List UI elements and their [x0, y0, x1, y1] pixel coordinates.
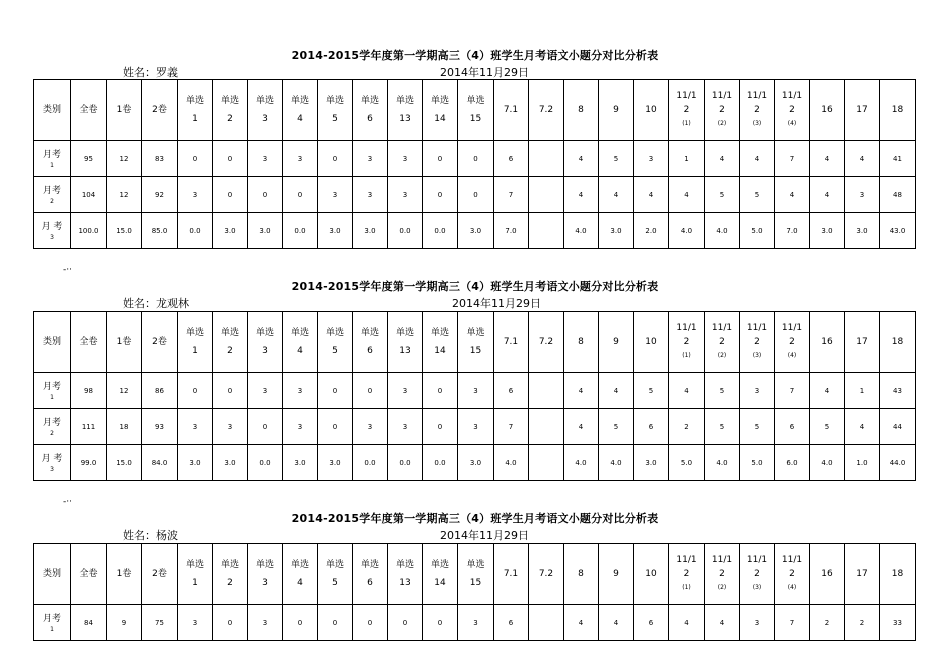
- score-cell: 6: [494, 373, 529, 409]
- col-header-q16: 16: [810, 544, 845, 605]
- score-cell: 4: [564, 605, 599, 641]
- score-cell: 0.0: [423, 213, 458, 249]
- col-header-paper1: 1卷: [107, 80, 142, 141]
- score-cell: 4.0: [599, 445, 634, 481]
- col-header-q11-1: 11/1 2 (1): [669, 544, 705, 605]
- score-cell: 0: [353, 373, 388, 409]
- score-cell: 3: [388, 373, 423, 409]
- score-cell: 12: [107, 141, 142, 177]
- score-cell: 4: [564, 141, 599, 177]
- score-cell: 3: [740, 605, 775, 641]
- col-header-q16: 16: [810, 80, 845, 141]
- score-table: [33, 311, 916, 481]
- student-name-field: 姓名：龙观林: [123, 297, 189, 310]
- score-cell: 0.0: [388, 445, 423, 481]
- score-cell: 3: [845, 177, 880, 213]
- col-header-single-15: 单选 15: [458, 80, 494, 141]
- header-row: [34, 312, 916, 373]
- col-header-q11-3: 11/1 2 (3): [740, 312, 775, 373]
- score-cell: 0: [318, 141, 353, 177]
- score-cell: 7: [775, 373, 810, 409]
- col-header-total: 全卷: [71, 312, 107, 373]
- exam-date: 2014年11月29日: [440, 66, 529, 79]
- col-header-single-15: 单选 15: [458, 312, 494, 373]
- score-cell: 3: [283, 409, 318, 445]
- col-header-single-13: 单选 13: [388, 80, 423, 141]
- score-cell: 3.0: [458, 213, 494, 249]
- score-cell: 0: [423, 409, 458, 445]
- score-cell: 0.0: [353, 445, 388, 481]
- score-cell: 0: [178, 141, 213, 177]
- col-header-q10: 10: [634, 312, 669, 373]
- col-header-single-14: 单选 14: [423, 80, 458, 141]
- score-cell: 4: [669, 605, 705, 641]
- score-cell: 0: [388, 605, 423, 641]
- score-cell: 4: [705, 141, 740, 177]
- row-label: 月考 1: [34, 141, 71, 177]
- student-name: 罗義: [156, 66, 178, 79]
- col-header-q10: 10: [634, 80, 669, 141]
- score-cell: 84: [71, 605, 107, 641]
- score-cell: 0: [213, 373, 248, 409]
- score-cell: 85.0: [142, 213, 178, 249]
- row-label: 月 考 3: [34, 445, 71, 481]
- row-label: 月考 2: [34, 177, 71, 213]
- col-header-q11-2: 11/1 2 (2): [705, 312, 740, 373]
- score-cell: 3.0: [810, 213, 845, 249]
- score-cell: 0: [458, 177, 494, 213]
- score-cell: 3.0: [283, 445, 318, 481]
- col-header-q9: 9: [599, 80, 634, 141]
- score-cell: 4.0: [564, 445, 599, 481]
- score-cell: 4: [810, 177, 845, 213]
- score-cell: [529, 409, 564, 445]
- col-header-single-6: 单选 6: [353, 80, 388, 141]
- score-cell: 43: [880, 373, 916, 409]
- col-header-q11-3: 11/1 2 (3): [740, 80, 775, 141]
- score-cell: 0: [423, 373, 458, 409]
- col-header-single-2: 单选 2: [213, 544, 248, 605]
- score-cell: 7: [494, 177, 529, 213]
- score-cell: 6: [634, 409, 669, 445]
- score-cell: 4.0: [494, 445, 529, 481]
- row-label: 月考 1: [34, 373, 71, 409]
- score-cell: 7: [775, 141, 810, 177]
- score-cell: 4: [599, 177, 634, 213]
- score-cell: 86: [142, 373, 178, 409]
- score-cell: 41: [880, 141, 916, 177]
- score-cell: 100.0: [71, 213, 107, 249]
- col-header-q17: 17: [845, 312, 880, 373]
- score-cell: 0: [213, 177, 248, 213]
- col-header-paper1: 1卷: [107, 312, 142, 373]
- col-header-total: 全卷: [71, 544, 107, 605]
- section-divider-mark: -··: [63, 497, 72, 507]
- table-row: [34, 177, 916, 213]
- col-header-q11-1: 11/1 2 (1): [669, 312, 705, 373]
- score-cell: 18: [107, 409, 142, 445]
- score-cell: 0.0: [283, 213, 318, 249]
- score-cell: 3.0: [318, 213, 353, 249]
- score-cell: 3.0: [634, 445, 669, 481]
- score-cell: 5: [599, 141, 634, 177]
- score-cell: 6: [494, 141, 529, 177]
- col-header-q7-1: 7.1: [494, 312, 529, 373]
- score-cell: 3.0: [458, 445, 494, 481]
- score-cell: 4: [810, 141, 845, 177]
- score-cell: 0: [423, 177, 458, 213]
- col-header-q10: 10: [634, 544, 669, 605]
- score-cell: 5: [705, 177, 740, 213]
- col-header-single-5: 单选 5: [318, 544, 353, 605]
- col-header-q9: 9: [599, 544, 634, 605]
- score-cell: 111: [71, 409, 107, 445]
- col-header-single-4: 单选 4: [283, 312, 318, 373]
- score-cell: 2: [810, 605, 845, 641]
- score-cell: 92: [142, 177, 178, 213]
- score-cell: 0: [318, 605, 353, 641]
- col-header-q16: 16: [810, 312, 845, 373]
- score-cell: 44.0: [880, 445, 916, 481]
- score-cell: 0: [283, 605, 318, 641]
- col-header-q17: 17: [845, 80, 880, 141]
- score-cell: 4: [599, 605, 634, 641]
- score-cell: 3: [458, 605, 494, 641]
- score-cell: 3.0: [318, 445, 353, 481]
- score-cell: 44: [880, 409, 916, 445]
- score-cell: 15.0: [107, 213, 142, 249]
- score-cell: [529, 213, 564, 249]
- score-cell: 0: [318, 409, 353, 445]
- col-header-q11-4: 11/1 2 (4): [775, 544, 810, 605]
- score-cell: 15.0: [107, 445, 142, 481]
- col-header-paper2: 2卷: [142, 544, 178, 605]
- score-cell: 0: [283, 177, 318, 213]
- score-cell: 3: [318, 177, 353, 213]
- col-header-single-1: 单选 1: [178, 312, 213, 373]
- col-header-q17: 17: [845, 544, 880, 605]
- col-header-q7-1: 7.1: [494, 544, 529, 605]
- score-cell: 3: [740, 373, 775, 409]
- col-header-single-4: 单选 4: [283, 544, 318, 605]
- col-header-q11-3: 11/1 2 (3): [740, 544, 775, 605]
- score-cell: [529, 373, 564, 409]
- score-cell: 0: [353, 605, 388, 641]
- score-cell: 3: [178, 409, 213, 445]
- score-cell: 12: [107, 373, 142, 409]
- score-cell: 3.0: [599, 213, 634, 249]
- table-title: 2014-2015学年度第一学期高三（4）班学生月考语文小题分对比分析表: [291, 49, 659, 62]
- table-row: [34, 409, 916, 445]
- score-cell: 0: [213, 141, 248, 177]
- table-title: 2014-2015学年度第一学期高三（4）班学生月考语文小题分对比分析表: [291, 280, 659, 293]
- col-header-single-2: 单选 2: [213, 312, 248, 373]
- col-header-single-4: 单选 4: [283, 80, 318, 141]
- score-table: [33, 79, 916, 249]
- student-name-field: 姓名：罗義: [123, 66, 178, 79]
- score-cell: 5: [634, 373, 669, 409]
- score-cell: 4: [845, 409, 880, 445]
- score-cell: 0: [458, 141, 494, 177]
- student-name: 杨波: [156, 529, 178, 542]
- score-cell: 1: [845, 373, 880, 409]
- score-cell: 4: [564, 373, 599, 409]
- col-header-q11-2: 11/1 2 (2): [705, 80, 740, 141]
- col-header-q7-1: 7.1: [494, 80, 529, 141]
- score-cell: 3.0: [248, 213, 283, 249]
- score-cell: 5: [705, 373, 740, 409]
- score-cell: 4.0: [564, 213, 599, 249]
- score-cell: 0: [318, 373, 353, 409]
- score-cell: 3: [178, 605, 213, 641]
- score-cell: 7.0: [775, 213, 810, 249]
- score-table: [33, 543, 916, 641]
- col-header-q7-2: 7.2: [529, 312, 564, 373]
- col-header-single-6: 单选 6: [353, 544, 388, 605]
- score-cell: 84.0: [142, 445, 178, 481]
- score-cell: 3: [458, 409, 494, 445]
- score-cell: 5: [705, 409, 740, 445]
- score-cell: 7: [775, 605, 810, 641]
- table-row: [34, 373, 916, 409]
- score-cell: 3.0: [178, 445, 213, 481]
- score-cell: 0.0: [423, 445, 458, 481]
- score-cell: 3: [353, 141, 388, 177]
- col-header-paper1: 1卷: [107, 544, 142, 605]
- col-header-q11-1: 11/1 2 (1): [669, 80, 705, 141]
- col-header-q8: 8: [564, 312, 599, 373]
- score-cell: 0: [248, 177, 283, 213]
- score-cell: 3: [634, 141, 669, 177]
- score-cell: 104: [71, 177, 107, 213]
- score-cell: 5.0: [740, 213, 775, 249]
- score-cell: 5: [740, 409, 775, 445]
- col-header-q18: 18: [880, 80, 916, 141]
- score-cell: 4: [669, 373, 705, 409]
- exam-date: 2014年11月29日: [440, 529, 529, 542]
- score-cell: 4.0: [705, 213, 740, 249]
- score-cell: 98: [71, 373, 107, 409]
- score-cell: 4: [740, 141, 775, 177]
- score-cell: 3: [248, 373, 283, 409]
- score-cell: 12: [107, 177, 142, 213]
- table-row: [34, 445, 916, 481]
- score-cell: 4: [810, 373, 845, 409]
- score-cell: 4: [634, 177, 669, 213]
- score-cell: 3: [353, 177, 388, 213]
- row-label: 月 考 3: [34, 213, 71, 249]
- score-cell: 4: [845, 141, 880, 177]
- student-name: 龙观林: [156, 297, 189, 310]
- score-cell: 3: [353, 409, 388, 445]
- col-header-single-6: 单选 6: [353, 312, 388, 373]
- score-cell: 9: [107, 605, 142, 641]
- score-cell: 2: [669, 409, 705, 445]
- score-cell: 1: [669, 141, 705, 177]
- exam-date: 2014年11月29日: [452, 297, 541, 310]
- score-cell: 95: [71, 141, 107, 177]
- score-cell: 7: [494, 409, 529, 445]
- score-cell: 7.0: [494, 213, 529, 249]
- col-header-single-5: 单选 5: [318, 312, 353, 373]
- score-cell: 0: [213, 605, 248, 641]
- score-cell: 3: [283, 373, 318, 409]
- col-header-q8: 8: [564, 80, 599, 141]
- score-cell: 4: [775, 177, 810, 213]
- score-cell: 4: [564, 177, 599, 213]
- row-label: 月考 2: [34, 409, 71, 445]
- table-row: [34, 605, 916, 641]
- score-cell: [529, 605, 564, 641]
- col-header-single-3: 单选 3: [248, 312, 283, 373]
- score-cell: 3: [213, 409, 248, 445]
- col-header-paper2: 2卷: [142, 312, 178, 373]
- score-cell: 6: [494, 605, 529, 641]
- col-header-single-1: 单选 1: [178, 80, 213, 141]
- score-cell: 3.0: [845, 213, 880, 249]
- score-cell: 6: [634, 605, 669, 641]
- score-cell: 4.0: [705, 445, 740, 481]
- col-header-q18: 18: [880, 312, 916, 373]
- score-cell: 0: [178, 373, 213, 409]
- score-cell: 3: [178, 177, 213, 213]
- col-header-category: 类别: [34, 544, 71, 605]
- score-cell: 5: [599, 409, 634, 445]
- col-header-single-1: 单选 1: [178, 544, 213, 605]
- score-cell: 3.0: [353, 213, 388, 249]
- score-cell: 0: [248, 409, 283, 445]
- col-header-category: 类别: [34, 80, 71, 141]
- score-cell: 4: [705, 605, 740, 641]
- score-cell: 2.0: [634, 213, 669, 249]
- col-header-single-5: 单选 5: [318, 80, 353, 141]
- score-cell: 0: [423, 605, 458, 641]
- score-cell: 3: [388, 141, 423, 177]
- score-cell: [529, 445, 564, 481]
- col-header-total: 全卷: [71, 80, 107, 141]
- score-cell: 2: [845, 605, 880, 641]
- col-header-q11-4: 11/1 2 (4): [775, 80, 810, 141]
- score-cell: 0.0: [178, 213, 213, 249]
- score-cell: 3: [458, 373, 494, 409]
- score-cell: 3: [248, 141, 283, 177]
- score-cell: 5: [810, 409, 845, 445]
- col-header-single-3: 单选 3: [248, 544, 283, 605]
- student-name-field: 姓名：杨波: [123, 529, 178, 542]
- table-row: [34, 141, 916, 177]
- col-header-single-14: 单选 14: [423, 544, 458, 605]
- col-header-q7-2: 7.2: [529, 80, 564, 141]
- score-cell: 3: [388, 409, 423, 445]
- score-cell: 0.0: [248, 445, 283, 481]
- col-header-q7-2: 7.2: [529, 544, 564, 605]
- table-row: [34, 213, 916, 249]
- score-cell: 4.0: [810, 445, 845, 481]
- score-cell: 75: [142, 605, 178, 641]
- col-header-paper2: 2卷: [142, 80, 178, 141]
- col-header-single-2: 单选 2: [213, 80, 248, 141]
- score-cell: 1.0: [845, 445, 880, 481]
- col-header-single-14: 单选 14: [423, 312, 458, 373]
- score-cell: 4: [564, 409, 599, 445]
- header-row: [34, 544, 916, 605]
- score-cell: 3: [248, 605, 283, 641]
- score-cell: 3: [388, 177, 423, 213]
- col-header-q8: 8: [564, 544, 599, 605]
- col-header-single-3: 单选 3: [248, 80, 283, 141]
- col-header-single-13: 单选 13: [388, 544, 423, 605]
- score-cell: 3.0: [213, 445, 248, 481]
- score-cell: 3.0: [213, 213, 248, 249]
- score-cell: 0: [423, 141, 458, 177]
- score-cell: 48: [880, 177, 916, 213]
- header-row: [34, 80, 916, 141]
- col-header-single-13: 单选 13: [388, 312, 423, 373]
- table-title: 2014-2015学年度第一学期高三（4）班学生月考语文小题分对比分析表: [291, 512, 659, 525]
- col-header-single-15: 单选 15: [458, 544, 494, 605]
- score-cell: 4: [669, 177, 705, 213]
- score-cell: 83: [142, 141, 178, 177]
- col-header-q9: 9: [599, 312, 634, 373]
- score-cell: 99.0: [71, 445, 107, 481]
- col-header-q11-2: 11/1 2 (2): [705, 544, 740, 605]
- score-cell: [529, 141, 564, 177]
- score-cell: 5.0: [669, 445, 705, 481]
- score-cell: 93: [142, 409, 178, 445]
- col-header-category: 类别: [34, 312, 71, 373]
- score-cell: 4: [599, 373, 634, 409]
- col-header-q18: 18: [880, 544, 916, 605]
- score-cell: 43.0: [880, 213, 916, 249]
- score-cell: 5: [740, 177, 775, 213]
- score-cell: 0.0: [388, 213, 423, 249]
- score-cell: 4.0: [669, 213, 705, 249]
- score-cell: [529, 177, 564, 213]
- score-cell: 6.0: [775, 445, 810, 481]
- col-header-q11-4: 11/1 2 (4): [775, 312, 810, 373]
- score-cell: 3: [283, 141, 318, 177]
- score-cell: 5.0: [740, 445, 775, 481]
- section-divider-mark: -··: [63, 265, 72, 275]
- row-label: 月考 1: [34, 605, 71, 641]
- score-cell: 6: [775, 409, 810, 445]
- score-cell: 33: [880, 605, 916, 641]
